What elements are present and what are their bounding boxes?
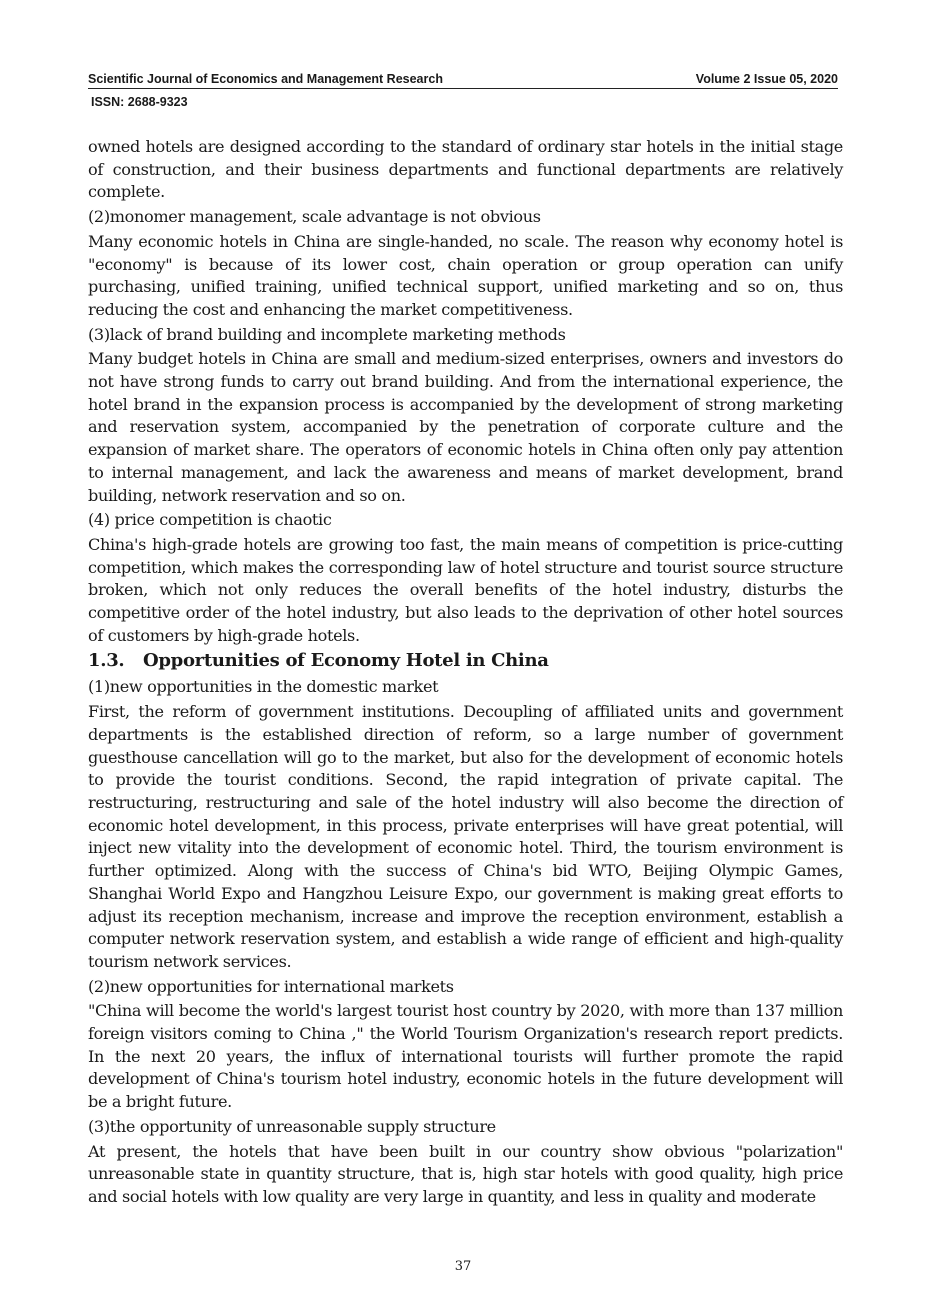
issn: ISSN: 2688-9323 [91,95,188,109]
section-heading [88,649,843,673]
paragraph-3: Many budget hotels in China are small and medium-sized enterprises, owners and investors do not have strong funds to carry out brand building. And from the international experience, the hotel brand in the expansion process is accompanied by the development of strong marketing and reservation system, accompanied by the penetration of corporate culture and the expansion of market share. The operators of economic hotels in China often only pay attention to internal management, and lack the awareness and means of market development, brand building, network reservation and so on. [88,349,843,505]
subheading-opp-1: (1)new opportunities in the domestic market [88,677,439,697]
subheading-3: (3)lack of brand building and incomplete marketing methods [88,324,566,344]
subheading-opp-2: (2)new opportunities for international markets [88,976,454,996]
paragraph-intro: owned hotels are designed according to the standard of ordinary star hotels in the initial stage of construction, and their business departments and functional departments are relatively complete. [88,137,843,202]
volume-info: Volume 2 Issue 05, 2020 [695,72,838,86]
paragraph-opp-3: At present, the hotels that have been built in our country show obvious "polarization" unreasonable state in quantity structure, that is, high star hotels with good quality, high price and social hotels with low quality are very large in quantity, and less in quality and moderate [88,1141,843,1206]
section-title: Opportunities of Economy Hotel in China [143,650,549,672]
body-text [88,136,843,1211]
paragraph-opp-2: "China will become the world's largest tourist host country by 2020, with more than 137 million foreign visitors coming to China ," the World Tourism Organization's research report predicts. In the next 20 years, the influx of international tourists will further promote the rapid development of China's tourism hotel industry, economic hotels in the future development will be a bright future. [88,1001,843,1112]
subheading-2: (2)monomer management, scale advantage is not obvious [88,207,541,227]
paragraph-4: China's high-grade hotels are growing too fast, the main means of competition is price-cutting competition, which makes the corresponding law of hotel structure and tourist source structure broken, which not only reduces the overall benefits of the hotel industry, disturbs the competitive order of the hotel industry, but also leads to the deprivation of other hotel sources of customers by high-grade hotels. [88,534,843,645]
journal-name: Scientific Journal of Economics and Management Research [88,72,443,86]
page-number: 37 [454,1259,472,1274]
paragraph-opp-1: First, the reform of government institutions. Decoupling of affiliated units and government departments is the established direction of reform, so a large number of government guesthouse cancellation will go to the market, but also for the development of economic hotels to provide the tourist conditions. Second, the rapid integration of private capital. The restructuring, restructuring and sale of the hotel industry will also become the direction of economic hotel development, in this process, private enterprises will have great potential, will inject new vitality into the development of economic hotel. Third, the tourism environment is further optimized. Along with the success of China's bid WTO, Beijing Olympic Games, Shanghai World Expo and Hangzhou Leisure Expo, our government is making great efforts to adjust its reception mechanism, increase and improve the reception environment, establish a computer network reservation system, and establish a wide range of efficient and high-quality tourism network services. [88,702,843,971]
running-header [88,72,838,89]
paragraph-2: Many economic hotels in China are single-handed, no scale. The reason why economy hotel is "economy" is because of its lower cost, chain operation or group operation can unify purchasing, unified training, unified technical support, unified marketing and so on, thus reducing the cost and enhancing the market competitiveness. [88,231,843,319]
section-number: 1.3. [88,650,125,672]
subheading-4: (4) price competition is chaotic [88,510,332,530]
subheading-opp-3: (3)the opportunity of unreasonable supply structure [88,1116,496,1136]
